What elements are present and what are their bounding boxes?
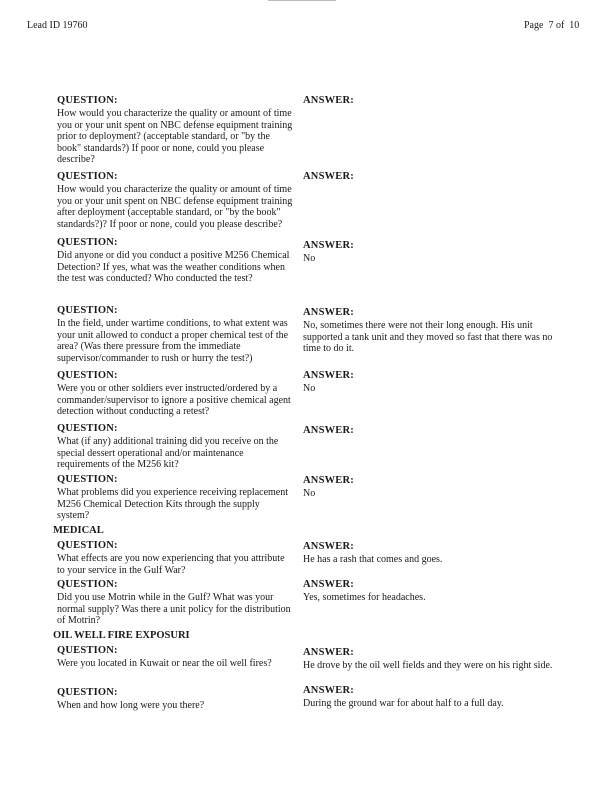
answer-label: ANSWER:	[303, 95, 354, 106]
question-block	[57, 370, 293, 418]
answer-text: He drove by the oil well fields and they were on his right side.	[303, 660, 553, 671]
question-text: Were you located in Kuwait or near the oil well fires?	[57, 658, 272, 669]
answer-label: ANSWER:	[303, 240, 354, 251]
answer-text: No	[303, 253, 316, 264]
answer-label: ANSWER:	[303, 307, 354, 318]
question-block	[57, 474, 293, 522]
answer-text: During the ground war for about half to a full day.	[303, 698, 504, 709]
answer-label: ANSWER:	[303, 171, 354, 182]
answer-label: ANSWER:	[303, 685, 354, 696]
question-block	[57, 540, 293, 576]
question-text: What effects are you now experiencing that you attribute to your service in the Gulf War?	[57, 553, 285, 576]
answer-text: No	[303, 488, 316, 499]
question-text: Did you use Motrin while in the Gulf? What was your normal supply? Was there a unit policy for the distribution of Motrin?	[57, 592, 291, 627]
answer-text: He has a rash that comes and goes.	[303, 554, 443, 565]
question-block	[57, 171, 293, 230]
page-number: Page 7 of 10	[524, 20, 580, 31]
question-block	[57, 305, 293, 364]
question-text: What problems did you experience receiving replacement M256 Chemical Detection Kits through the supply system?	[57, 487, 289, 522]
section-oil-well-fire-exposure: OIL WELL FIRE EXPOSURI	[53, 630, 190, 641]
answer-block	[303, 171, 565, 184]
answer-label: ANSWER:	[303, 647, 354, 658]
question-text: How would you characterize the quality or amount of time you or your unit spent on NBC defense equipment training prior to deployment? (acceptable standard, or "by the book" standards?) If poor or none, could you please describe?	[57, 108, 293, 166]
answer-block	[303, 240, 565, 265]
answer-text: No, sometimes there were not their long enough. His unit supported a tank unit and they moved so fast that there was no time to do it.	[303, 320, 553, 355]
question-label: QUESTION:	[57, 474, 118, 485]
question-label: QUESTION:	[57, 423, 118, 434]
question-label: QUESTION:	[57, 370, 118, 381]
question-block	[57, 687, 293, 712]
question-block	[57, 95, 293, 166]
answer-block	[303, 685, 565, 710]
question-text: How would you characterize the quality or amount of time you or your unit spent on NBC defense equipment training after deployment (acceptable standard, or "by the book" standards?)? If poor or none, could you please describe?	[57, 184, 293, 230]
question-text: What (if any) additional training did you receive on the special dessert operational and/or maintenance requirements of the M256 kit?	[57, 436, 279, 471]
answer-label: ANSWER:	[303, 475, 354, 486]
answer-label: ANSWER:	[303, 541, 354, 552]
question-block	[57, 645, 293, 670]
section-medical: MEDICAL	[53, 525, 104, 536]
question-text: In the field, under wartime conditions, to what extent was your unit allowed to conduct a proper chemical test of the area? (Was there pressure from the immediate supervisor/commander to rush or hurry the test?)	[57, 318, 289, 364]
answer-block	[303, 541, 565, 566]
answer-text: No	[303, 383, 316, 394]
answer-block	[303, 647, 565, 672]
question-text: When and how long were you there?	[57, 700, 205, 711]
question-label: QUESTION:	[57, 540, 118, 551]
question-block	[57, 237, 293, 285]
question-label: QUESTION:	[57, 645, 118, 656]
question-label: QUESTION:	[57, 687, 118, 698]
answer-label: ANSWER:	[303, 370, 354, 381]
question-label: QUESTION:	[57, 171, 118, 182]
question-label: QUESTION:	[57, 95, 118, 106]
question-label: QUESTION:	[57, 305, 118, 316]
question-label: QUESTION:	[57, 579, 118, 590]
answer-block	[303, 475, 565, 500]
question-block	[57, 579, 293, 627]
scan-mark	[268, 0, 336, 1]
lead-id: Lead ID 19760	[27, 20, 88, 31]
question-text: Were you or other soldiers ever instructed/ordered by a commander/supervisor to ignore a positive chemical agent detection without conducting a retest?	[57, 383, 291, 418]
answer-label: ANSWER:	[303, 579, 354, 590]
answer-block	[303, 370, 565, 395]
answer-block	[303, 95, 565, 108]
answer-block	[303, 425, 565, 438]
answer-block	[303, 307, 565, 355]
question-block	[57, 423, 293, 471]
question-label: QUESTION:	[57, 237, 118, 248]
answer-label: ANSWER:	[303, 425, 354, 436]
answer-block	[303, 579, 565, 604]
answer-text: Yes, sometimes for headaches.	[303, 592, 426, 603]
question-text: Did anyone or did you conduct a positive M256 Chemical Detection? If yes, what was the weather conditions when the test was conducted? Who conducted the test?	[57, 250, 290, 285]
